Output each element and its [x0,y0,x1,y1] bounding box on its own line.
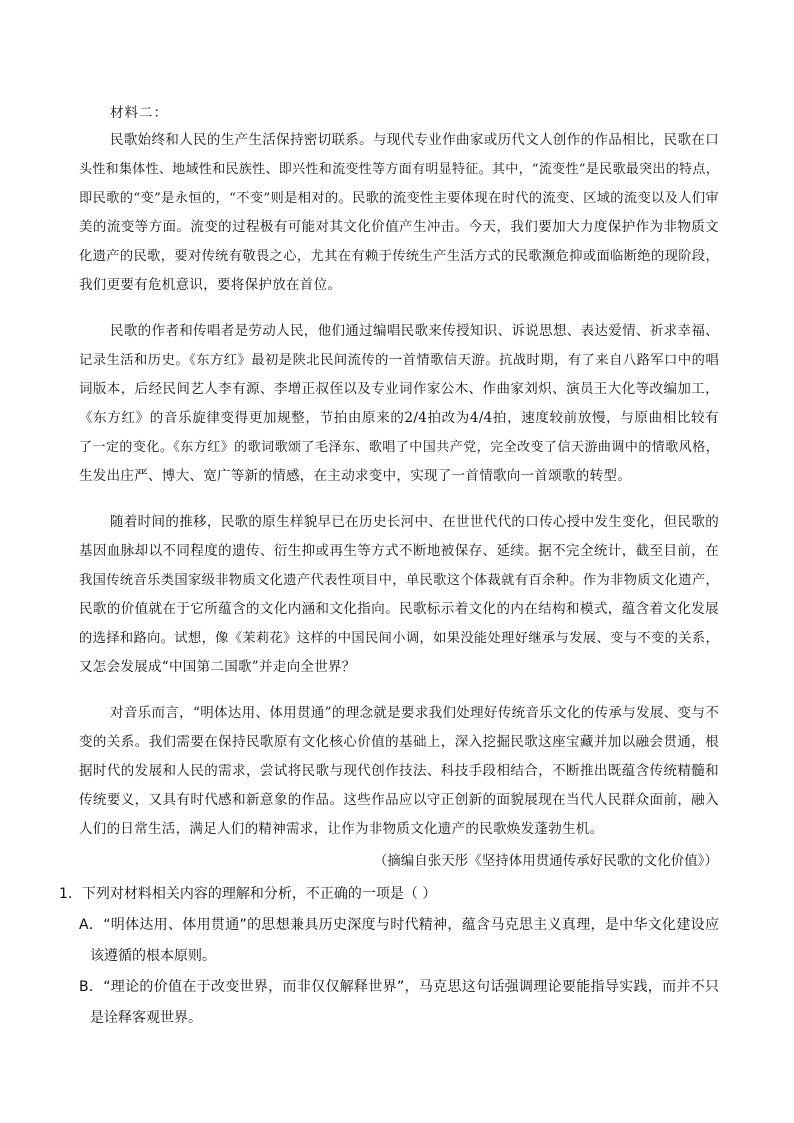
paragraph-2-line-1: 民歌的作者和传唱者是劳动人民，他们通过编唱民歌来传授知识、诉说思想、表达爱情、祈求幸福、 [110,323,719,339]
paragraph-4-line-1: 对音乐而言，“明体达用、体用贯通”的理念就是要求我们处理好传统音乐文化的传承与发展、变与不 [110,705,719,721]
paragraph-1-line-2: 头性和集体性、地域性和民族性、即兴性和流变性等方面有明显特征。其中，“流变性”是民歌最突出的特点， [79,162,719,177]
paragraph-3-line-3: 我国传统音乐类国家级非物质文化遗产代表性项目中，单民歌这个体裁就有百余种。作为非物质文化遗产， [79,573,719,588]
paragraph-4-line-5: 人们的日常生活，满足人们的精神需求，让作为非物质文化遗产的民歌焕发蓬勃生机。 [79,821,604,837]
paragraph-2-line-3: 词版本，后经民间艺人李有源、李增正叔侄以及专业词作家公木、作曲家刘炽、演员王大化等改编加工， [79,381,719,397]
option-b-line-2: 是诠释客观世界。 [90,1010,202,1026]
option-a-line-2: 该遵循的根本原则。 [90,948,216,964]
paragraph-3-line-5: 的选择和路向。试想，像《茉莉花》这样的中国民间小调，如果没能处理好继承与发展、变与不变的关系， [79,631,719,646]
paragraph-3-line-1: 随着时间的推移，民歌的原生样貌早已在历史长河中、在世世代代的口传心授中发生变化，但民歌的 [110,514,719,530]
paragraph-2-line-6: 生发出庄严、博大、宽广等新的情感，在主动求变中，实现了一首情歌向一首颂歌的转型。 [79,468,631,484]
paragraph-4-line-3: 据时代的发展和人民的需求，尝试将民歌与现代创作技法、科技手段相结合，不断推出既蕴含传统精髓和 [79,763,719,779]
paragraph-1-line-4: 美的流变等方面。流变的过程极有可能对其文化价值产生冲击。今天，我们要加大力度保护作为非物质文 [79,219,719,235]
paragraph-3-line-6: 又怎会发展成“中国第二国歌”并走向全世界？ [79,659,356,675]
paragraph-4-line-4: 传统要义，又具有时代感和新意象的作品。这些作品应以守正创新的面貌展现在当代人民群众面前，融入 [79,792,719,808]
paragraph-2-line-2: 记录生活和历史。《东方红》最初是陕北民间流传的一首情歌信天游。抗战时期，有了来自八路军口中的唱 [79,353,719,368]
paragraph-3-line-4: 民歌的价值就在于它所蕴含的文化内涵和文化指向。民歌标示着文化的内在结构和模式，蕴含着文化发展 [79,601,719,617]
paragraph-1-line-1: 民歌始终和人民的生产生活保持密切联系。与现代专业作曲家或历代文人创作的作品相比，民歌在口 [110,132,719,148]
paragraph-3-line-2: 基因血脉却以不同程度的遗传、衍生抑或再生等方式不断地被保存、延续。据不完全统计，截至目前，在 [79,543,719,559]
paragraph-2-line-4: 《东方红》的音乐旋律变得更加规整，节拍由原来的2/4拍改为4/4拍，速度较前放慢，与原曲相比较有 [79,410,719,426]
option-b-line-1: B．“理论的价值在于改变世界，而非仅仅解释世界”，马克思这句话强调理论要能指导实践，而并不只 [79,979,719,995]
paragraph-1-line-5: 化遗产的民歌，要对传统有敬畏之心，尤其在有赖于传统生产生活方式的民歌濒危抑或面临断绝的现阶段， [79,249,719,264]
paragraph-1-line-3: 即民歌的“变”是永恒的，“不变”则是相对的。民歌的流变性主要体现在时代的流变、区域的流变以及人们审 [79,191,719,206]
paragraph-2-line-5: 了一定的变化。《东方红》的歌词歌颂了毛泽东、歌唱了中国共产党，完全改变了信天游曲调中的情歌风格， [79,440,719,455]
paragraph-4-line-2: 变的关系。我们需要在保持民歌原有文化核心价值的基础上，深入挖掘民歌这座宝藏并加以融会贯通，根 [79,734,719,750]
question-stem: 1．下列对材料相关内容的理解和分析，不正确的一项是（ ） [59,886,437,902]
source-citation: （摘编自张天彤《坚持体用贯通传承好民歌的文化价值》） [373,853,718,869]
paragraph-1-line-6: 我们更要有危机意识，要将保护放在首位。 [79,277,342,293]
material-heading: 材料二： [110,105,168,121]
option-a-line-1: A．“明体达用、体用贯通”的思想兼具历史深度与时代精神，蕴含马克思主义真理，是中华文化建设应 [79,917,719,933]
